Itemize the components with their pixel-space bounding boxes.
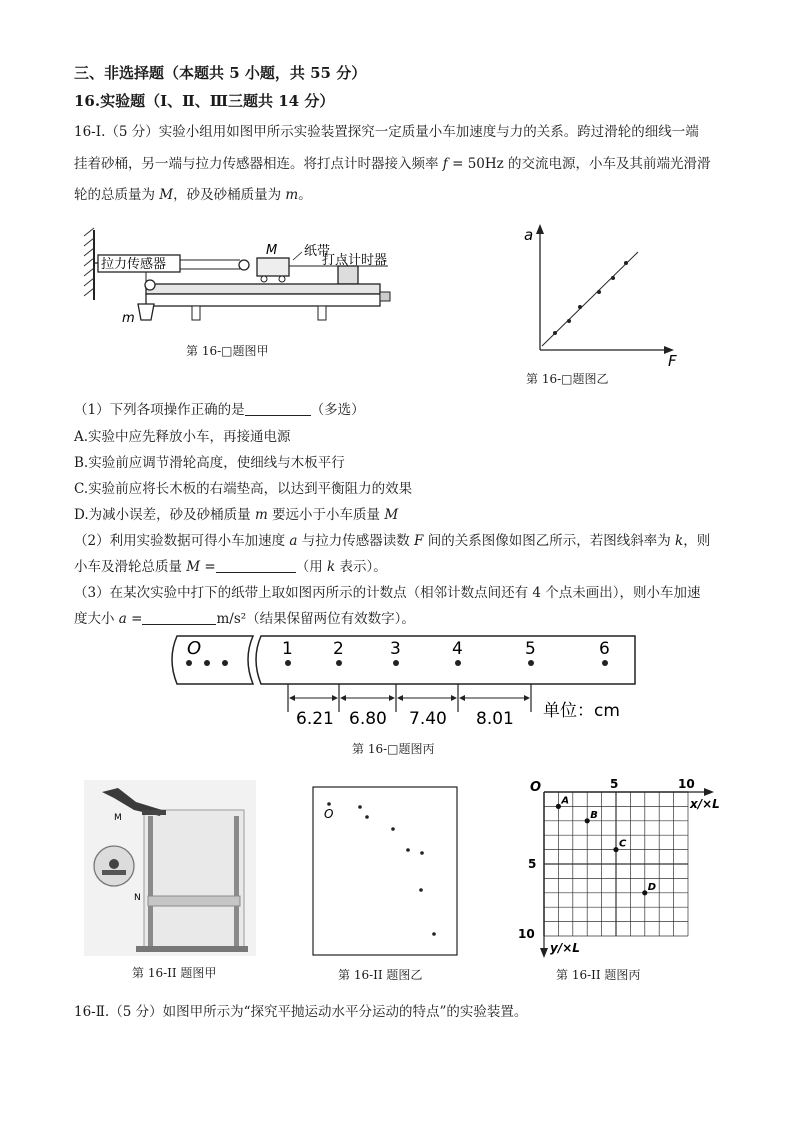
text-segment: 度大小 bbox=[74, 611, 119, 627]
text-segment: （1）下列各项操作正确的是 bbox=[74, 402, 245, 418]
figure-caption: 第 16-□题图甲 bbox=[186, 344, 269, 358]
count-label: 4 bbox=[452, 639, 463, 659]
text-segment: ，则 bbox=[683, 533, 711, 549]
text-segment: 与拉力传感器读数 bbox=[297, 533, 415, 549]
long-board bbox=[146, 284, 380, 294]
table-leg bbox=[318, 306, 326, 320]
option-d bbox=[74, 503, 398, 523]
count-label: 2 bbox=[333, 639, 344, 659]
accel-var: a bbox=[118, 611, 127, 627]
tape-right-piece bbox=[256, 636, 635, 684]
a-axis-label: a bbox=[524, 226, 534, 244]
tape-unit-label: 单位：cm bbox=[543, 701, 620, 721]
f-axis-label: F bbox=[668, 352, 677, 368]
figure-caption: 第 16-II 题图甲 bbox=[132, 966, 217, 980]
steel-ball bbox=[109, 859, 119, 869]
point-d bbox=[642, 890, 647, 895]
answer-blank[interactable] bbox=[245, 402, 311, 416]
question-16-title: 16.实验题（Ⅰ、Ⅱ、Ⅲ三题共 14 分） bbox=[74, 92, 335, 110]
figure-caption: 第 16-II 题图乙 bbox=[338, 968, 423, 982]
text-segment: 要远小于小车质量 bbox=[267, 507, 385, 523]
slope-var: k bbox=[675, 533, 684, 549]
interval-label: 7.40 bbox=[409, 709, 447, 729]
text-segment: = bbox=[200, 559, 216, 575]
text-segment: （结果保留两位有效数字）。 bbox=[246, 611, 415, 627]
q16-1-intro-line-1: 16-Ⅰ.（5 分）实验小组用如图甲所示实验装置探究一定质量小车加速度与力的关系。跨过滑轮的细线一端 bbox=[74, 124, 699, 140]
mass-m-var: m bbox=[254, 507, 268, 523]
point-label-d: D bbox=[647, 881, 657, 893]
q1-prompt bbox=[74, 398, 365, 418]
tape-origin-label: O bbox=[187, 638, 202, 659]
x-tick-5: 5 bbox=[610, 777, 619, 791]
text-segment: 间的关系图像如图乙所示，若图线斜率为 bbox=[423, 533, 676, 549]
table-top bbox=[146, 294, 380, 306]
slope-var: k bbox=[327, 559, 336, 575]
tape-figure bbox=[165, 632, 645, 736]
y-axis-arrow bbox=[540, 948, 548, 958]
x-axis-label: x/×L bbox=[690, 797, 720, 811]
y-tick-10: 10 bbox=[518, 927, 535, 941]
interval-label: 6.21 bbox=[296, 709, 334, 729]
table-leg bbox=[192, 306, 200, 320]
mass-M-var: M bbox=[384, 507, 399, 523]
option-b: B.实验前应调节滑轮高度，使细线与木板平行 bbox=[74, 455, 345, 471]
count-label: 6 bbox=[599, 639, 610, 659]
mass-M-var: M bbox=[159, 187, 174, 203]
text-segment: 表示）。 bbox=[335, 559, 387, 575]
figure-caption: 第 16-II 题图丙 bbox=[556, 968, 641, 982]
a-f-graph bbox=[520, 222, 680, 368]
q3-line-2 bbox=[74, 607, 415, 627]
trajectory-dots-figure bbox=[312, 786, 458, 956]
option-c: C.实验前应将长木板的右端垫高，以达到平衡阻力的效果 bbox=[74, 481, 413, 497]
frequency-var: f bbox=[442, 156, 448, 172]
text-segment: 小车及滑轮总质量 bbox=[74, 559, 187, 575]
base-stand bbox=[136, 946, 248, 952]
tape-leader bbox=[293, 252, 302, 260]
text-segment: 的交流电源，小车及其前端光滑滑 bbox=[503, 156, 711, 172]
frequency-value: = 50Hz bbox=[447, 156, 504, 172]
car-wheel bbox=[279, 276, 285, 282]
count-label: 5 bbox=[525, 639, 536, 659]
text-segment: （用 bbox=[295, 559, 328, 575]
x-tick-10: 10 bbox=[678, 777, 695, 791]
y-tick-5: 5 bbox=[528, 857, 537, 871]
text-segment: （多选） bbox=[310, 402, 365, 418]
q3-line-1: （3）在某次实验中打下的纸带上取如图丙所示的计数点（相邻计数点间还有 4 个点未画出），则小车加速 bbox=[74, 585, 701, 601]
text-segment: D.为减小误差，砂及砂桶质量 bbox=[74, 507, 255, 523]
text-segment: 轮的总质量为 bbox=[74, 187, 160, 203]
accel-var: a bbox=[289, 533, 298, 549]
answer-blank[interactable] bbox=[216, 559, 296, 573]
text-segment: 挂着砂桶，另一端与拉力传感器相连。将打点计时器接入频率 bbox=[74, 156, 443, 172]
tape-left-piece bbox=[172, 636, 253, 684]
point-c bbox=[613, 847, 618, 852]
answer-blank[interactable] bbox=[142, 611, 216, 625]
unit-text: m/s² bbox=[216, 611, 247, 627]
y-axis-label: y/×L bbox=[550, 941, 580, 955]
detail-base bbox=[102, 870, 126, 875]
wall-hatch bbox=[84, 228, 94, 296]
catch-plate bbox=[148, 896, 240, 906]
mass-M-var: M bbox=[186, 559, 201, 575]
q2-line-1 bbox=[74, 529, 710, 549]
tape-label: 纸带 bbox=[304, 244, 331, 259]
projectile-apparatus-photo bbox=[84, 780, 256, 956]
interval-label: 6.80 bbox=[349, 709, 387, 729]
sensor-label: 拉力传感器 bbox=[101, 257, 167, 272]
interval-labels bbox=[296, 709, 514, 729]
apparatus-figure bbox=[80, 222, 400, 334]
q16-1-intro-line-3 bbox=[74, 183, 312, 203]
text-segment: （2）利用实验数据可得小车加速度 bbox=[74, 533, 290, 549]
q2-line-2 bbox=[74, 555, 387, 575]
figure-caption: 第 16-□题图乙 bbox=[526, 372, 609, 386]
bucket-mass-label: m bbox=[122, 311, 135, 326]
section-title: 三、非选择题（本题共 5 小题，共 55 分） bbox=[74, 64, 367, 82]
q16-1-intro-line-2 bbox=[74, 152, 711, 172]
point-label-a: A bbox=[561, 795, 570, 807]
timer-box bbox=[338, 266, 358, 284]
count-label: 1 bbox=[282, 639, 293, 659]
point-label-c: C bbox=[619, 838, 627, 850]
car-pulley bbox=[239, 260, 249, 270]
back-board bbox=[144, 810, 244, 948]
left-rail bbox=[148, 816, 153, 946]
count-label: 3 bbox=[390, 639, 401, 659]
n-label: N bbox=[134, 893, 141, 903]
origin-label: O bbox=[324, 807, 334, 821]
text-segment: 。 bbox=[298, 187, 312, 203]
board-block bbox=[380, 292, 390, 301]
text-segment: = bbox=[126, 611, 143, 627]
point-label-b: B bbox=[590, 809, 598, 821]
m-label: M bbox=[114, 813, 122, 823]
sand-bucket bbox=[138, 304, 154, 320]
car-mass-label: M bbox=[266, 243, 278, 258]
text-segment: ，砂及砂桶质量为 bbox=[173, 187, 286, 203]
q16-2-intro: 16-Ⅱ.（5 分）如图甲所示为“探究平抛运动水平分运动的特点”的实验装置。 bbox=[74, 1004, 528, 1020]
option-a: A.实验中应先释放小车，再接通电源 bbox=[74, 429, 291, 445]
force-var: F bbox=[414, 533, 424, 549]
figure-caption: 第 16-□题图丙 bbox=[352, 742, 435, 756]
interval-label: 8.01 bbox=[476, 709, 514, 729]
car-wheel bbox=[261, 276, 267, 282]
right-rail bbox=[234, 816, 239, 946]
grid-points bbox=[556, 795, 656, 895]
a-axis-arrow bbox=[536, 224, 544, 234]
ramp-end bbox=[142, 810, 166, 815]
grid-lines bbox=[544, 792, 688, 936]
grid-chart bbox=[514, 776, 744, 962]
mass-m-var: m bbox=[285, 187, 299, 203]
car-body bbox=[257, 258, 289, 276]
x-axis-arrow bbox=[704, 788, 714, 796]
grid-origin-label: O bbox=[530, 780, 542, 795]
point-b bbox=[585, 818, 590, 823]
paper-frame bbox=[313, 787, 457, 955]
timer-label: 打点计时器 bbox=[322, 253, 388, 268]
point-a bbox=[556, 804, 561, 809]
